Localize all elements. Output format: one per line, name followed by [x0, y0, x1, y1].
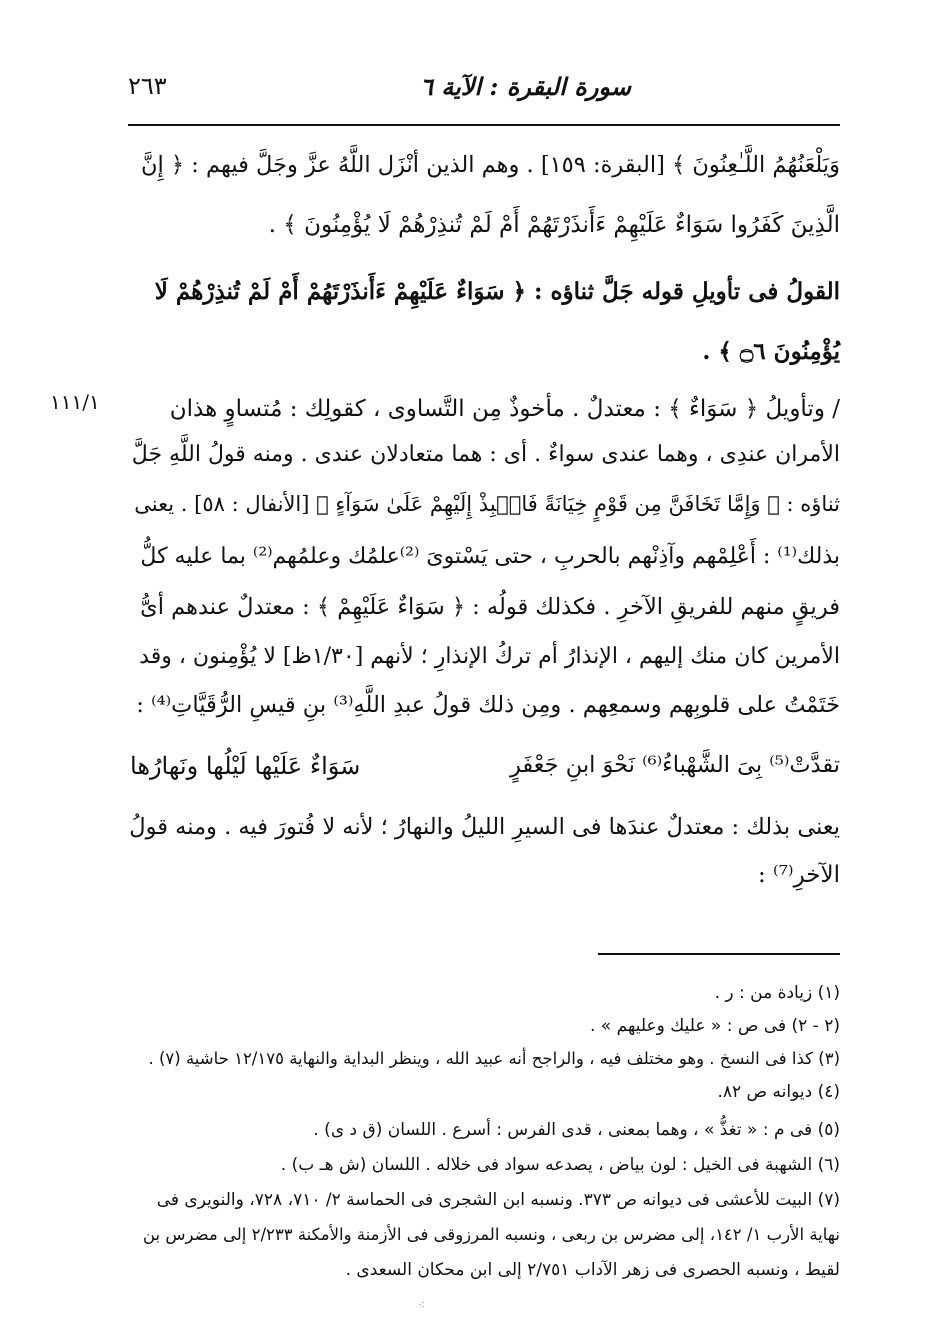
body-line: الَّذِينَ كَفَرُوا سَوَاءٌ عَلَيْهِمْ ءَأَنذَرْتَهُمْ أَمْ لَمْ تُنذِرْهُمْ لَا يُؤْمِنُونَ ﴾ .	[268, 212, 840, 238]
body-line: خَتَمْتُ على قلوبِهم وسمعِهم . ومِن ذلك قولُ عبدِ اللَّهِ⁽³⁾ بنِ قيسِ الرُّقَيَّاتِ⁽⁴⁾ :	[136, 692, 840, 718]
poem-verse-right-hemistich: تقدَّتْ⁽⁵⁾ بِىَ الشَّهْباءُ⁽⁶⁾ نَحْوَ ابنِ جَعْفَرٍ	[510, 752, 840, 778]
body-line: الآخرِ⁽⁷⁾ :	[757, 862, 840, 888]
footnote: (١) زيادة من : ر .	[714, 983, 840, 1003]
footnote-separator	[598, 953, 840, 955]
scan-speck: ⁖	[418, 1298, 426, 1312]
manuscript-margin-reference: ١١١/١	[50, 390, 100, 414]
footnote: لقيط ، ونسبه الحصرى فى زهر الآداب ٢/٧٥١ إلى ابن محكان السعدى .	[345, 1260, 840, 1280]
footnote: (٦) الشهبة فى الخيل : لون بياض ، يصدعه سواد فى خلاله . اللسان (ش هـ ب) .	[280, 1155, 840, 1175]
header-rule	[128, 124, 840, 126]
section-heading-line: يُؤْمِنُونَ ۝٦ ﴾ .	[702, 338, 840, 365]
body-line: الأمرين كان منك إليهم ، الإنذارُ أم تركُ الإنذارِ ؛ لأنهم [١/٣٠ظ] لا يُؤْمِنون ، وقد	[139, 644, 840, 669]
footnote: (٧) البيت للأعشى فى ديوانه ص ٣٧٣. ونسبه ابن الشجرى فى الحماسة ٢/ ٧١٠، ٧٢٨، والنويرى فى	[156, 1190, 840, 1210]
footnote: (٣) كذا فى النسخ . وهو مختلف فيه ، والراجح أنه عبيد الله ، وينظر البداية والنهاية ١٢/١٧٥ حاشية (٧) .	[148, 1049, 840, 1068]
body-line: يعنى بذلك : معتدلٌ عندَها فى السيرِ الليلُ والنهارُ ؛ لأنه لا فُتورَ فيه . ومنه قولُ	[129, 814, 840, 840]
page-number: ٢٦٣	[128, 72, 167, 100]
footnote: (٢ - ٢) فى ص : « عليك وعليهم » .	[589, 1016, 840, 1036]
footnote: (٥) فى م : « تغذُّ » ، وهما بمعنى ، قدى الفرس : أسرع . اللسان (ق د ى) .	[313, 1120, 840, 1140]
body-line: ثناؤه : ﴿ وَإِمَّا تَخَافَنَّ مِن قَوْمٍ خِيَانَةً فَانۢبِذْ إِلَيْهِمْ عَلَىٰ سَوَآءٍ ﴾ [الأنفال : ٥٨] . يعنى	[134, 492, 840, 516]
footnote: نهاية الأرب ١/ ١٤٢، إلى مضرس بن ربعى ، ونسبه المرزوقى فى الأزمنة والأمكنة ٢/٢٣٣ إلى مضرس بن	[142, 1225, 840, 1244]
footnote: (٤) ديوانه ص ٨٢.	[717, 1082, 840, 1102]
section-heading-line: القولُ فى تأويلِ قوله جَلَّ ثناؤه : ﴿ سَوَاءٌ عَلَيْهِمْ ءَأَنذَرْتَهُمْ أَمْ لَمْ تُنذِرْهُمْ لَا	[154, 278, 840, 305]
body-line: وَيَلْعَنُهُمُ اللَّـٰعِنُونَ ﴾ [البقرة: ١٥٩] . وهم الذين أنْزَل اللَّهُ عزَّ وجَلَّ فيهم : ﴿ إِنَّ	[141, 152, 840, 178]
body-line: / وتأويلُ ﴿ سَوَاءٌ ﴾ : معتدلٌ . مأخوذٌ مِن التَّساوى ، كقولِك : مُتساوٍ هذان	[169, 396, 840, 422]
running-header-title: سورة البقرة : الآية ٦	[420, 72, 631, 101]
body-line: بذلك⁽¹⁾ : أَعْلِمْهم وآذِنْهم بالحربِ ، حتى يَسْتوىَ ⁽²⁾علمُك وعلمُهم⁽²⁾ بما عليه كلُّ	[140, 544, 840, 569]
poem-verse-left-hemistich: سَوَاءٌ عَلَيْها لَيْلُها ونَهارُها	[130, 752, 361, 780]
body-line: الأمران عندِى ، وهما عندى سواءٌ . أى : هما متعادلان عندى . ومنه قولُ اللَّهِ جَلَّ	[131, 442, 840, 467]
body-line: فريقٍ منهم للفريقِ الآخرِ . فكذلك قولُه : ﴿ سَوَاءٌ عَلَيْهِمْ ﴾ : معتدلٌ عندهم أىُّ	[140, 594, 840, 620]
